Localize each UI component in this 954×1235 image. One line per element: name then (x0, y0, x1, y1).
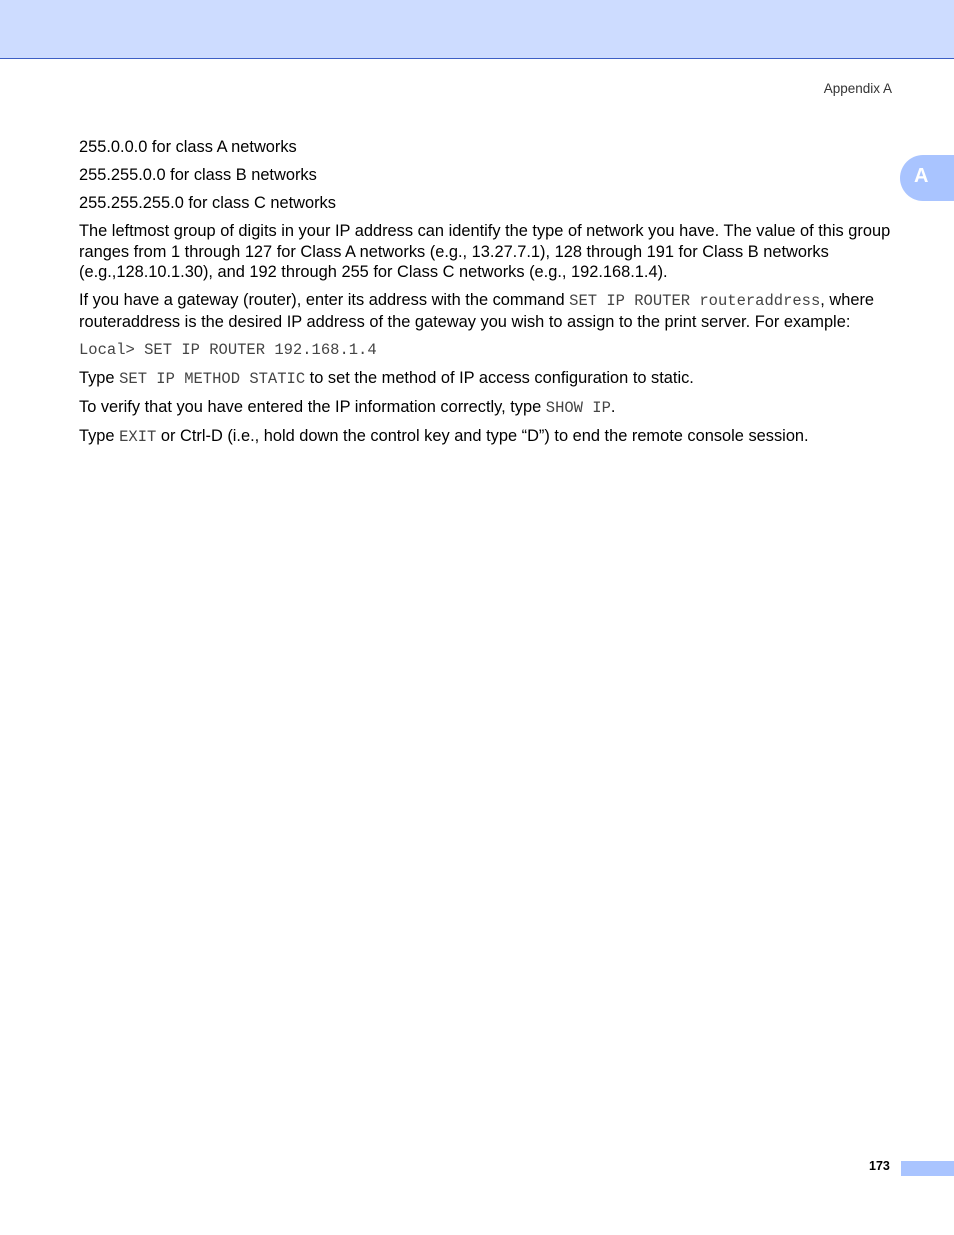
method-paragraph (79, 368, 894, 390)
exit-text-after: or Ctrl-D (i.e., hold down the control key and type “D”) to end the remote console session. (156, 426, 809, 445)
verify-text-after: . (610, 397, 616, 416)
running-header: Appendix A (823, 81, 892, 96)
chapter-tab: A (900, 155, 954, 201)
mask-line-class-c: 255.255.255.0 for class C networks (79, 194, 336, 212)
exit-text-before: Type (79, 426, 120, 445)
gateway-command: SET IP ROUTER routeraddress (569, 292, 821, 310)
exit-paragraph (79, 426, 894, 448)
gateway-paragraph (79, 290, 894, 332)
gateway-text-before: If you have a gateway (router), enter its address with the command (79, 291, 570, 309)
method-text-before: Type (79, 368, 120, 387)
verify-paragraph (79, 397, 894, 419)
page-number: 173 (869, 1159, 890, 1173)
header-band (0, 0, 954, 59)
verify-command: SHOW IP (545, 398, 611, 417)
footer-accent-bar (901, 1161, 954, 1176)
example-command: Local> SET IP ROUTER 192.168.1.4 (79, 340, 377, 359)
method-command: SET IP METHOD STATIC (119, 369, 306, 388)
exit-command: EXIT (119, 427, 157, 446)
verify-text-before: To verify that you have entered the IP information correctly, type (79, 397, 546, 416)
mask-line-class-a: 255.0.0.0 for class A networks (79, 138, 297, 156)
gateway-text-after: , where routeraddress is the desired IP address of the gateway you wish to assign to the print server. For example: (79, 291, 875, 331)
leftmost-digits-paragraph: The leftmost group of digits in your IP address can identify the type of network you have. The value of this group ranges from 1 through 127 for Class A networks (e.g., 13.27.7.1), 128 through 191 for Class B networks (e.g.,128.10.1.30), and 192 through 255 for Class C networks (e.g., 192.168.1.4). (79, 222, 891, 281)
page-content (79, 137, 894, 455)
mask-line-class-b: 255.255.0.0 for class B networks (79, 166, 317, 184)
method-text-after: to set the method of IP access configuration to static. (305, 368, 694, 387)
